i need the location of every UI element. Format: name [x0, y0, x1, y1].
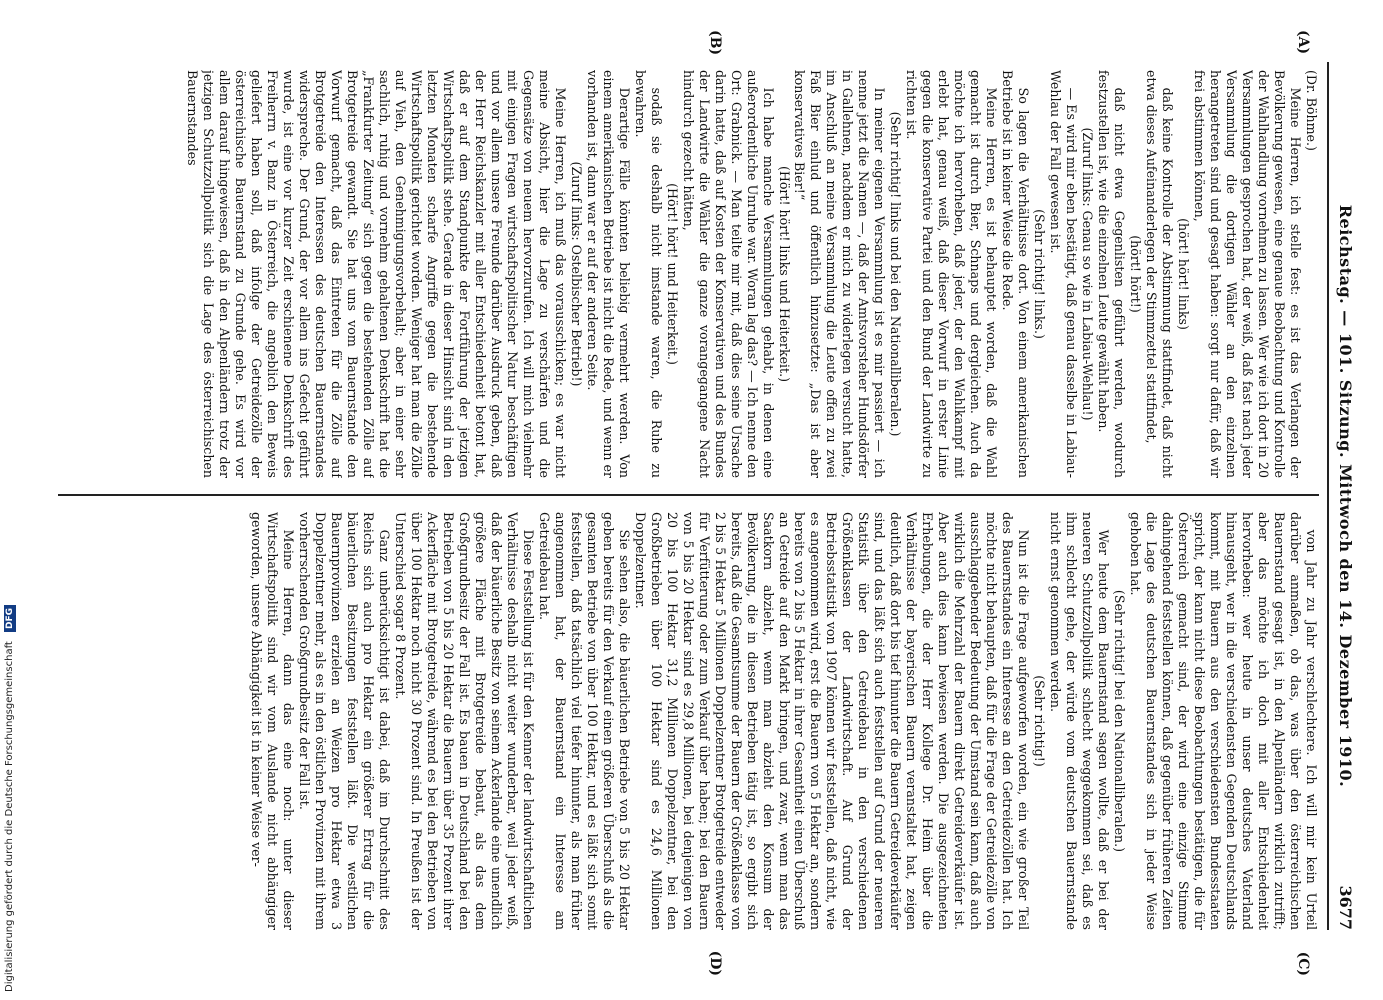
interjection: (hört! hört! links)	[1176, 218, 1192, 330]
dfg-logo: DFG	[4, 605, 16, 632]
paragraph: Sie sehen also, die bäuerlichen Betriebe von 5 bis 20 Hektar geben bereits für den Verkauf einen größeren Überschuß als die gesamten Betriebe von über 100 Hektar, und es läßt sich somit feststellen, daß tatsächlich viel tiefer hinunter, als man früher angenommen hat, der Bauernstand ein Interesse am Getreidebau hat.	[536, 512, 632, 930]
paragraph: sodaß sie deshalb nicht imstande waren, die Ruhe zu bewahren.	[632, 70, 664, 478]
margin-letter-a: (A)	[1295, 30, 1311, 55]
digitization-note: Digitalisierung gefördert durch die Deutsche Forschungsgemeinschaft	[4, 641, 15, 992]
paragraph: In meiner eigenen Versammlung ist es mir passiert — ich nenne jetzt die Namen —, daß der Amtsvorsteher Hundsdörfer in Gallehnen, nachdem er mich zu widerlegen versucht hatte, im Anschluß an meine Versammlung die Leute offen zu zwei Faß Bier einlud und öffentlich hinzusetzte: „Das ist aber konservatives Bier!“	[792, 70, 888, 478]
digitization-credit	[4, 605, 16, 992]
paragraph: — Es wird mir eben bestätigt, daß genau dasselbe in Labiau-Wehlau der Fall gewesen ist.	[1048, 70, 1080, 478]
interjection: (hört! hört!)	[1128, 235, 1144, 313]
paragraph: Meine Herren, ich stelle fest: es ist das Verlangen der Bevölkerung gewesen, eine genaue Beobachtung und Kontrolle der Wahlhandlung vornehmen zu lassen. Wer wie ich dort in 20 Versammlungen gesprochen hat, der weiß, daß fast nach jeder Versammlung die dortigen Wähler an den einzelnen herangetreten sind und gesagt haben: sorgt nur dafür, daß wir frei abstimmen können,	[1192, 70, 1304, 478]
interjection: (Sehr richtig! links.)	[1032, 209, 1048, 339]
page-number: 3677	[1336, 885, 1355, 930]
speaker-name: (Dr. Böhme.)	[1304, 70, 1319, 151]
paragraph: Ganz unberücksichtigt ist dabei, daß im Durchschnitt des Reichs sich auch pro Hektar ein größerer Ertrag für die bäuerlichen Besitzungen feststellen läßt. Die westlichen Bauernprovinzen erzielen an Weizen pro Hektar etwa 3 Doppelzentner mehr, als es in den östlichen Provinzen mit ihrem vorherrschenden Großgrundbesitz der Fall ist.	[296, 512, 392, 930]
interjection: (Sehr richtig! bei den Nationalliberalen.)	[1112, 589, 1128, 853]
interjection: (Sehr richtig!)	[1032, 675, 1048, 767]
running-title: Reichstag. — 101. Sitzung. Mittwoch den 14. Dezember 1910.	[1336, 204, 1355, 788]
paragraph: Nun ist die Frage aufgeworfen worden, ein wie großer Teil des Bauernstandes ein Interesse an den Getreidezöllen hat. Ich möchte nicht behaupten, daß für die Frage der Getreidezölle von ausschlaggebender Bedeutung der Umstand sein kann, daß auch wirklich die Mehrzahl der Bauern direkt Getreideverkäufer ist. Aber auch dies kann bewiesen werden. Die ausgezeichneten Erhebungen, die der Herr Kollege Dr. Heim über die Verhältnisse der bayerischen Bauern veranstaltet hat, zeigen deutlich, daß dort bis tief hinunter die Bauern Getreideverkäufer sind, und das läßt sich auch feststellen auf Grund der neueren Statistik über den Getreidebau in den verschiedenen Größenklassen der Landwirtschaft. Auf Grund der Betriebsstatistik von 1907 können wir feststellen, daß nicht, wie es angenommen wird, erst die Bauern von 5 Hektar an, sondern bereits von 2 bis 5 Hektar in ihrer Gesamtheit einen Überschuß an Getreide auf den Markt bringen, und zwar, wenn man das Saatkorn abzieht, wenn man abzieht den Konsum der Bevölkerung, die in diesen Betrieben tätig ist, so ergibt sich bereits, daß die Gesamtsumme der Bauern der Größenklasse von 2 bis 5 Hektar 5 Millionen Doppelzentner Brotgetreide entweder für Verfütterung oder zum Verkauf über haben; bei den Bauern von 5 bis 20 Hektar sind es 29,8 Millionen, bei denjenigen von 20 bis 100 Hektar 31,2 Millionen Doppelzentner, bei den Großbetrieben über 100 Hektar sind es 24,6 Millionen Doppelzentner.	[632, 512, 1032, 930]
column-divider	[58, 494, 1319, 496]
interjection: (Zuruf links: Ostelbischer Betrieb!)	[568, 161, 584, 387]
paragraph: Meine Herren, ich muß das vorausschicken; es war nicht meine Absicht, hier die Lage zu verschärfen und die Gegensätze von neuem hervorzurufen. Ich will mich vielmehr mit einigen Fragen wirtschaftspolitischer Natur beschäftigen und vor allem unsere Freunde darüber Ausdruck geben, daß der Herr Reichskanzler mit aller Entschiedenheit betont hat, daß er auf dem Standpunkte der Fortführung der jetzigen Wirtschaftspolitik stehe. Gerade in dieser Hinsicht sind in den letzten Monaten scharfe Angriffe gegen die bestehende Wirtschaftspolitik gerichtet worden. Weniger hat man die Zölle auf Vieh, den Genehmigungsvorbehalt; aber in einer sehr sachlich, ruhig und vornehm gehaltenen Denkschrift hat die „Frankfurter Zeitung“ sich gegen die bestehenden Zölle auf Brotgetreide gewandt. Sie hat uns vom Bauernstande den Vorwurf gemacht, daß das Eintreten für die Zölle auf Brotgetreide den Interessen des deutschen Bauernstandes widerspreche. Der Grund, der vor allem ins Gefecht geführt wurde, ist eine vor kurzer Zeit erschienene Denkschrift des Freiherrn v. Banz in Österreich, die angeblich den Beweis geliefert haben soll, daß infolge der Getreidezölle der österreichische Bauernstand zu Grunde gehe. Es wird vor allem darauf hingewiesen, daß in den Alpenländern trotz der jetzigen Schutzzollpolitik sich die Lage des österreichischen Bauernstandes	[185, 70, 568, 478]
paragraph: So lagen die Verhältnisse dort. Von einem amerikanischen Betriebe ist in keiner Weise die Rede.	[1000, 70, 1032, 478]
paragraph: Derartige Fälle könnten beliebig vermehrt werden. Von einem amerikanischen Betriebe ist nicht die Rede, und wenn er vorhanden ist, dann war er auf der anderen Seite.	[584, 70, 632, 478]
margin-letter-b: (B)	[707, 30, 723, 56]
left-column	[58, 70, 1319, 478]
paragraph: Wer heute dem Bauernstand sagen wollte, daß er bei der neueren Schutzzollpolitik schlecht weggekommen sei, daß es ihm schlecht gehe, der würde vom deutschen Bauernstande nicht ernst genommen werden.	[1048, 512, 1112, 930]
paragraph: daß keine Kontrolle der Abstimmung stattfindet, daß nicht etwa dieses Aufeinanderlegen der Stimmzettel stattfindet,	[1144, 70, 1176, 478]
interjection: (Hört! hört! und Heiterkeit.)	[664, 183, 680, 365]
interjection: (Zuruf links: Genau so wie in Labiau-Wehlau!)	[1080, 127, 1096, 421]
interjection: (Hört! hört! links und Heiterkeit.)	[776, 165, 792, 383]
margin-letter-d: (D)	[707, 950, 723, 976]
paragraph: Meine Herren, es ist behauptet worden, daß die Wahl gemacht ist durch Bier, Schnaps und dergleichen. Auch da möchte ich hervorheben, daß jeder, der den Wahlkampf mit erlebt hat, genau weiß, daß dieser Vorwurf in erster Linie gegen die konservative Partei und den Bund der Landwirte zu richten ist.	[904, 70, 1000, 478]
paragraph: von Jahr zu Jahr verschlechtere. Ich will mir kein Urteil darüber anmaßen, ob das, was über den österreichischen Bauernstand gesagt ist, in den Alpenländern wirklich zutrifft; aber das möchte ich doch mit aller Entschiedenheit hervorheben: wer heute in unser deutsches Vaterland hinausgeht, wer in die verschiedensten Gegenden Deutschlands kommt, mit Bauern aus den verschiedensten Bundesstaaten spricht, der kann nicht diese Beobachtungen bestätigen, die für Österreich gemacht sind, der wird eine einzige Stimme dahingehend feststellen können, daß gegenüber früheren Zeiten die Lage des deutschen Bauernstandes sich in jeder Weise gehoben hat.	[1128, 512, 1319, 930]
paragraph: Ich habe manche Versammlungen gehabt, in denen eine außerordentliche Unruhe war. Woran lag das? — Ich nenne den Ort: Grabnick. — Man teilte mir mit, daß dies seine Ursache darin hatte, daß auf Kosten der Konservativen und des Bundes der Landwirte die Wähler die ganze vorangegangene Nacht hindurch gezecht hätten,	[680, 70, 776, 478]
paragraph: Meine Herren, dann das eine noch: unter dieser Wirtschaftspolitik sind wir vom Auslande nicht abhängiger geworden, unsere Abhängigkeit ist in keiner Weise ver-	[249, 512, 296, 930]
running-header	[1327, 62, 1369, 930]
right-column	[58, 512, 1319, 930]
paragraph: Diese Feststellung ist für den Kenner der landwirtschaftlichen Verhältnisse deshalb nicht weiter wunderbar, weil jeder weiß, daß der bäuerliche Besitz von seinem Ackerlande eine unendlich größere Fläche mit Brotgetreide bebaut, als das dem Großgrundbesitz der Fall ist. Es bauen in Deutschland bei den Betrieben von 5 bis 20 Hektar die Bauern über 35 Prozent ihrer Ackerfläche mit Brotgetreide, während es bei den Betrieben von über 100 Hektar noch nicht 30 Prozent sind. In Preußen ist der Unterschied sogar 8 Prozent.	[392, 512, 536, 930]
margin-letter-c: (C)	[1295, 951, 1311, 976]
interjection: (Sehr richtig! links und bei den Nationalliberalen.)	[888, 111, 904, 437]
paragraph: daß nicht etwa Gegenlisten geführt werden, wodurch festzustellen ist, wie die einzelnen Leute gewählt haben.	[1096, 70, 1128, 478]
